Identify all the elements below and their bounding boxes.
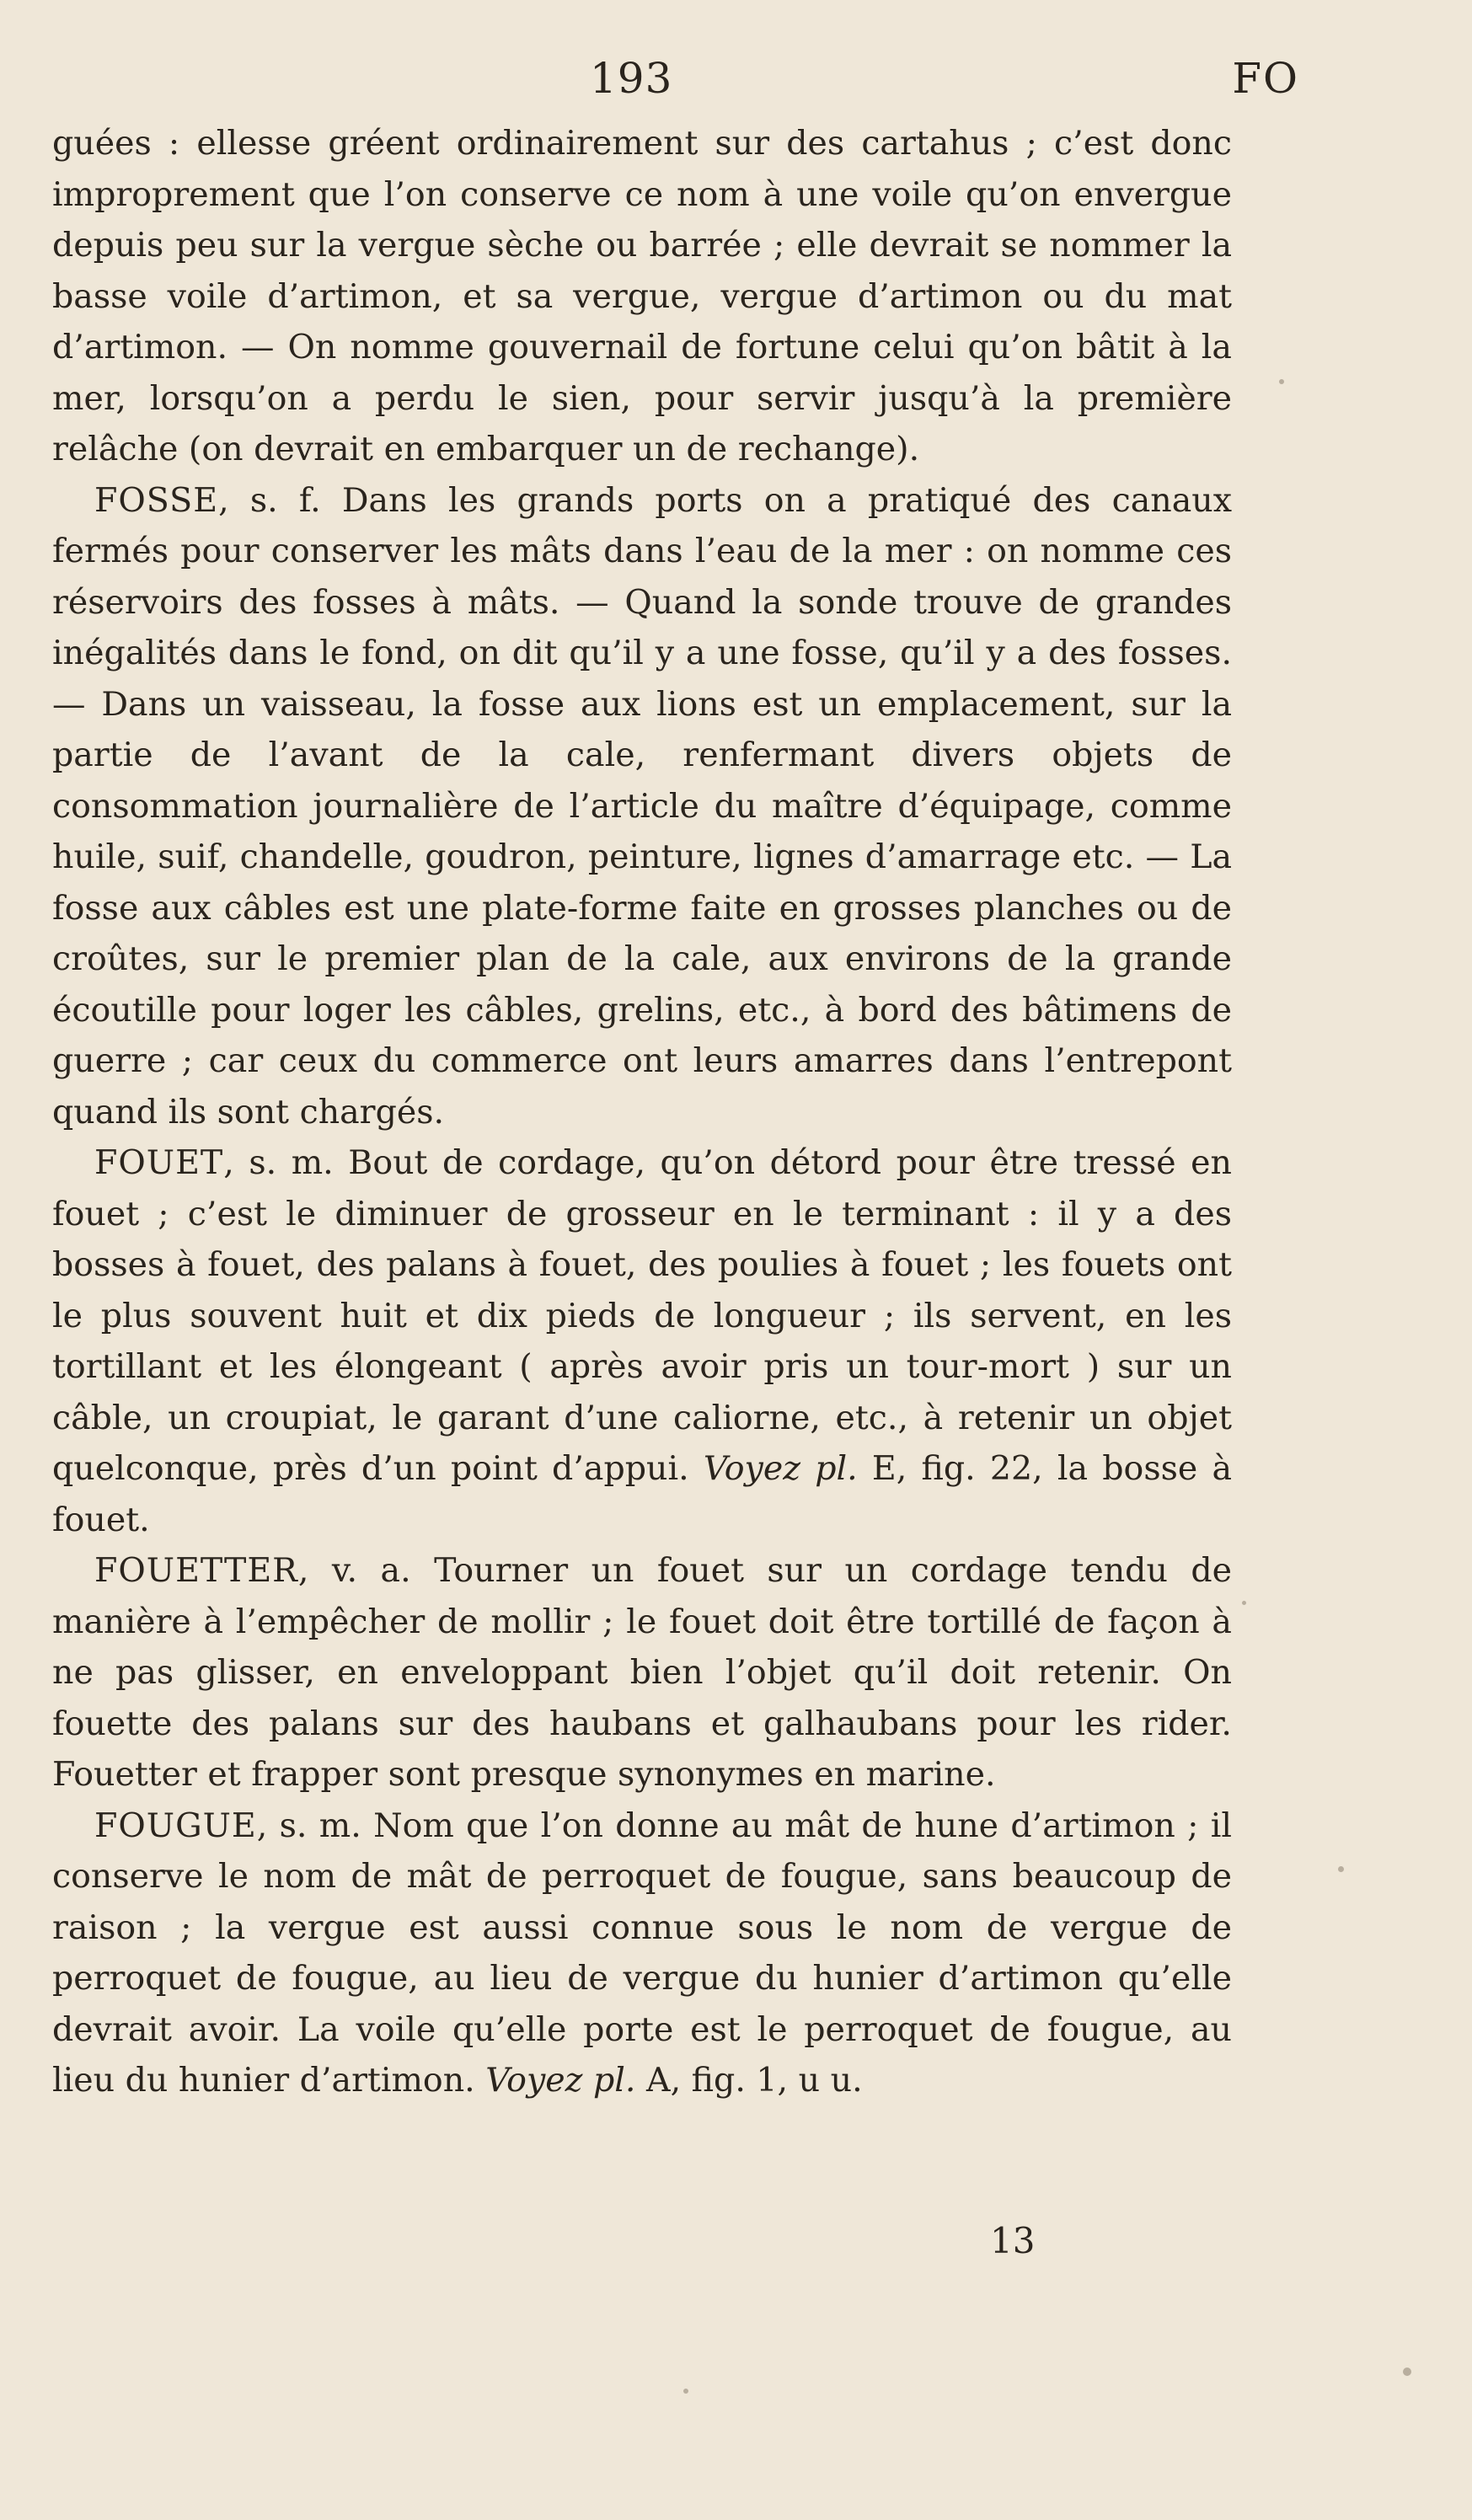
entry-term: FOUET bbox=[94, 1143, 224, 1182]
entry-grammar: , s. m. bbox=[223, 1143, 334, 1182]
entry-grammar: , s. m. bbox=[256, 1806, 361, 1845]
entry-text: Tourner un fouet sur un cordage tendu de manière à l’empêcher de mollir ; le fouet doit être tortillé de façon à ne pas glisser, en enveloppant bien l’objet qu’il doit retenir. On fouette des palans sur des haubans et galhaubans pour les rider. Fouetter et frapper sont presque synonymes en marine. bbox=[52, 1551, 1232, 1794]
entry-text: guées : ellesse gréent ordinairement sur des cartahus ; c’est donc improprement que l’on conserve ce nom à une voile qu’on envergue depuis peu sur la vergue sèche ou barrée ; elle devrait se nommer la basse voile d’artimon, et sa vergue, vergue d’artimon ou du mat d’artimon. — On nomme gouvernail de fortune celui qu’on bâtit à la mer, lorsqu’on a perdu le sien, pour servir jusqu’à la première relâche (on devrait en embarquer un de rechange). bbox=[52, 124, 1232, 468]
entry-fouet bbox=[52, 1137, 1232, 1545]
entry-term: FOUETTER bbox=[94, 1551, 298, 1590]
dictionary-body bbox=[52, 118, 1232, 2106]
running-head: FO bbox=[1232, 54, 1299, 103]
entry-fougue bbox=[52, 1800, 1232, 2106]
entry-term: FOSSE bbox=[94, 480, 219, 520]
entry-grammar: , v. a. bbox=[297, 1551, 411, 1590]
paper-speck bbox=[1403, 2368, 1411, 2376]
paper-speck bbox=[1242, 1601, 1246, 1605]
entry-text: Bout de cordage, qu’on détord pour être tressé en fouet ; c’est le diminuer de grosseur en le terminant : il y a des bosses à fouet, des palans à fouet, des poulies à fouet ; les fouets ont le plus souvent huit et dix pieds de longueur ; ils servent, en les tortillant et les élongeant ( après avoir pris un tour-mort ) sur un câble, un croupiat, le garant d’une caliorne, etc., à retenir un objet quelconque, près d’un point d’appui. bbox=[52, 1143, 1232, 1488]
signature-mark: 13 bbox=[990, 2220, 1036, 2261]
page-number: 193 bbox=[590, 54, 673, 103]
entry-reference-text: E, fig. 22, la bosse à fouet. bbox=[52, 1449, 1232, 1539]
paper-speck bbox=[1338, 1866, 1344, 1872]
entry-fouetter bbox=[52, 1545, 1232, 1800]
entry-term: FOUGUE bbox=[94, 1806, 257, 1845]
paper-speck bbox=[1279, 379, 1284, 384]
entry-grammar: , s. f. bbox=[218, 480, 321, 520]
entry-reference-text: A, fig. 1, u u. bbox=[646, 2061, 863, 2100]
entry-fosse bbox=[52, 475, 1232, 1138]
entry-text: Dans les grands ports on a pratiqué des canaux fermés pour conserver les mâts dans l’eau de la mer : on nomme ces réservoirs des fosses à mâts. — Quand la sonde trouve de grandes inégalités dans le fond, on dit qu’il y a une fosse, qu’il y a des fosses. — Dans un vaisseau, la fosse aux lions est un emplacement, sur la partie de l’avant de la cale, renfermant divers objets de consommation journalière de l’article du maître d’équipage, comme huile, suif, chandelle, goudron, peinture, lignes d’amarrage etc. — La fosse aux câbles est une plate-forme faite en grosses planches ou de croûtes, sur le premier plan de la cale, aux environs de la grande écoutille pour loger les câbles, grelins, etc., à bord des bâtimens de guerre ; car ceux du commerce ont leurs amarres dans l’entrepont quand ils sont chargés. bbox=[52, 480, 1232, 1132]
entry-reference-italic: Voyez pl. bbox=[703, 1449, 858, 1488]
paper-speck bbox=[683, 2389, 688, 2394]
entry-text: Nom que l’on donne au mât de hune d’artimon ; il conserve le nom de mât de perroquet de fougue, sans beaucoup de raison ; la vergue est aussi connue sous le nom de vergue de perroquet de fougue, au lieu de vergue du hunier d’artimon qu’elle devrait avoir. La voile qu’elle porte est le perroquet de fougue, au lieu du hunier d’artimon. bbox=[52, 1806, 1232, 2100]
entry-reference-italic: Voyez pl. bbox=[485, 2061, 636, 2100]
entry-continuation bbox=[52, 118, 1232, 475]
page-header bbox=[0, 40, 1472, 116]
